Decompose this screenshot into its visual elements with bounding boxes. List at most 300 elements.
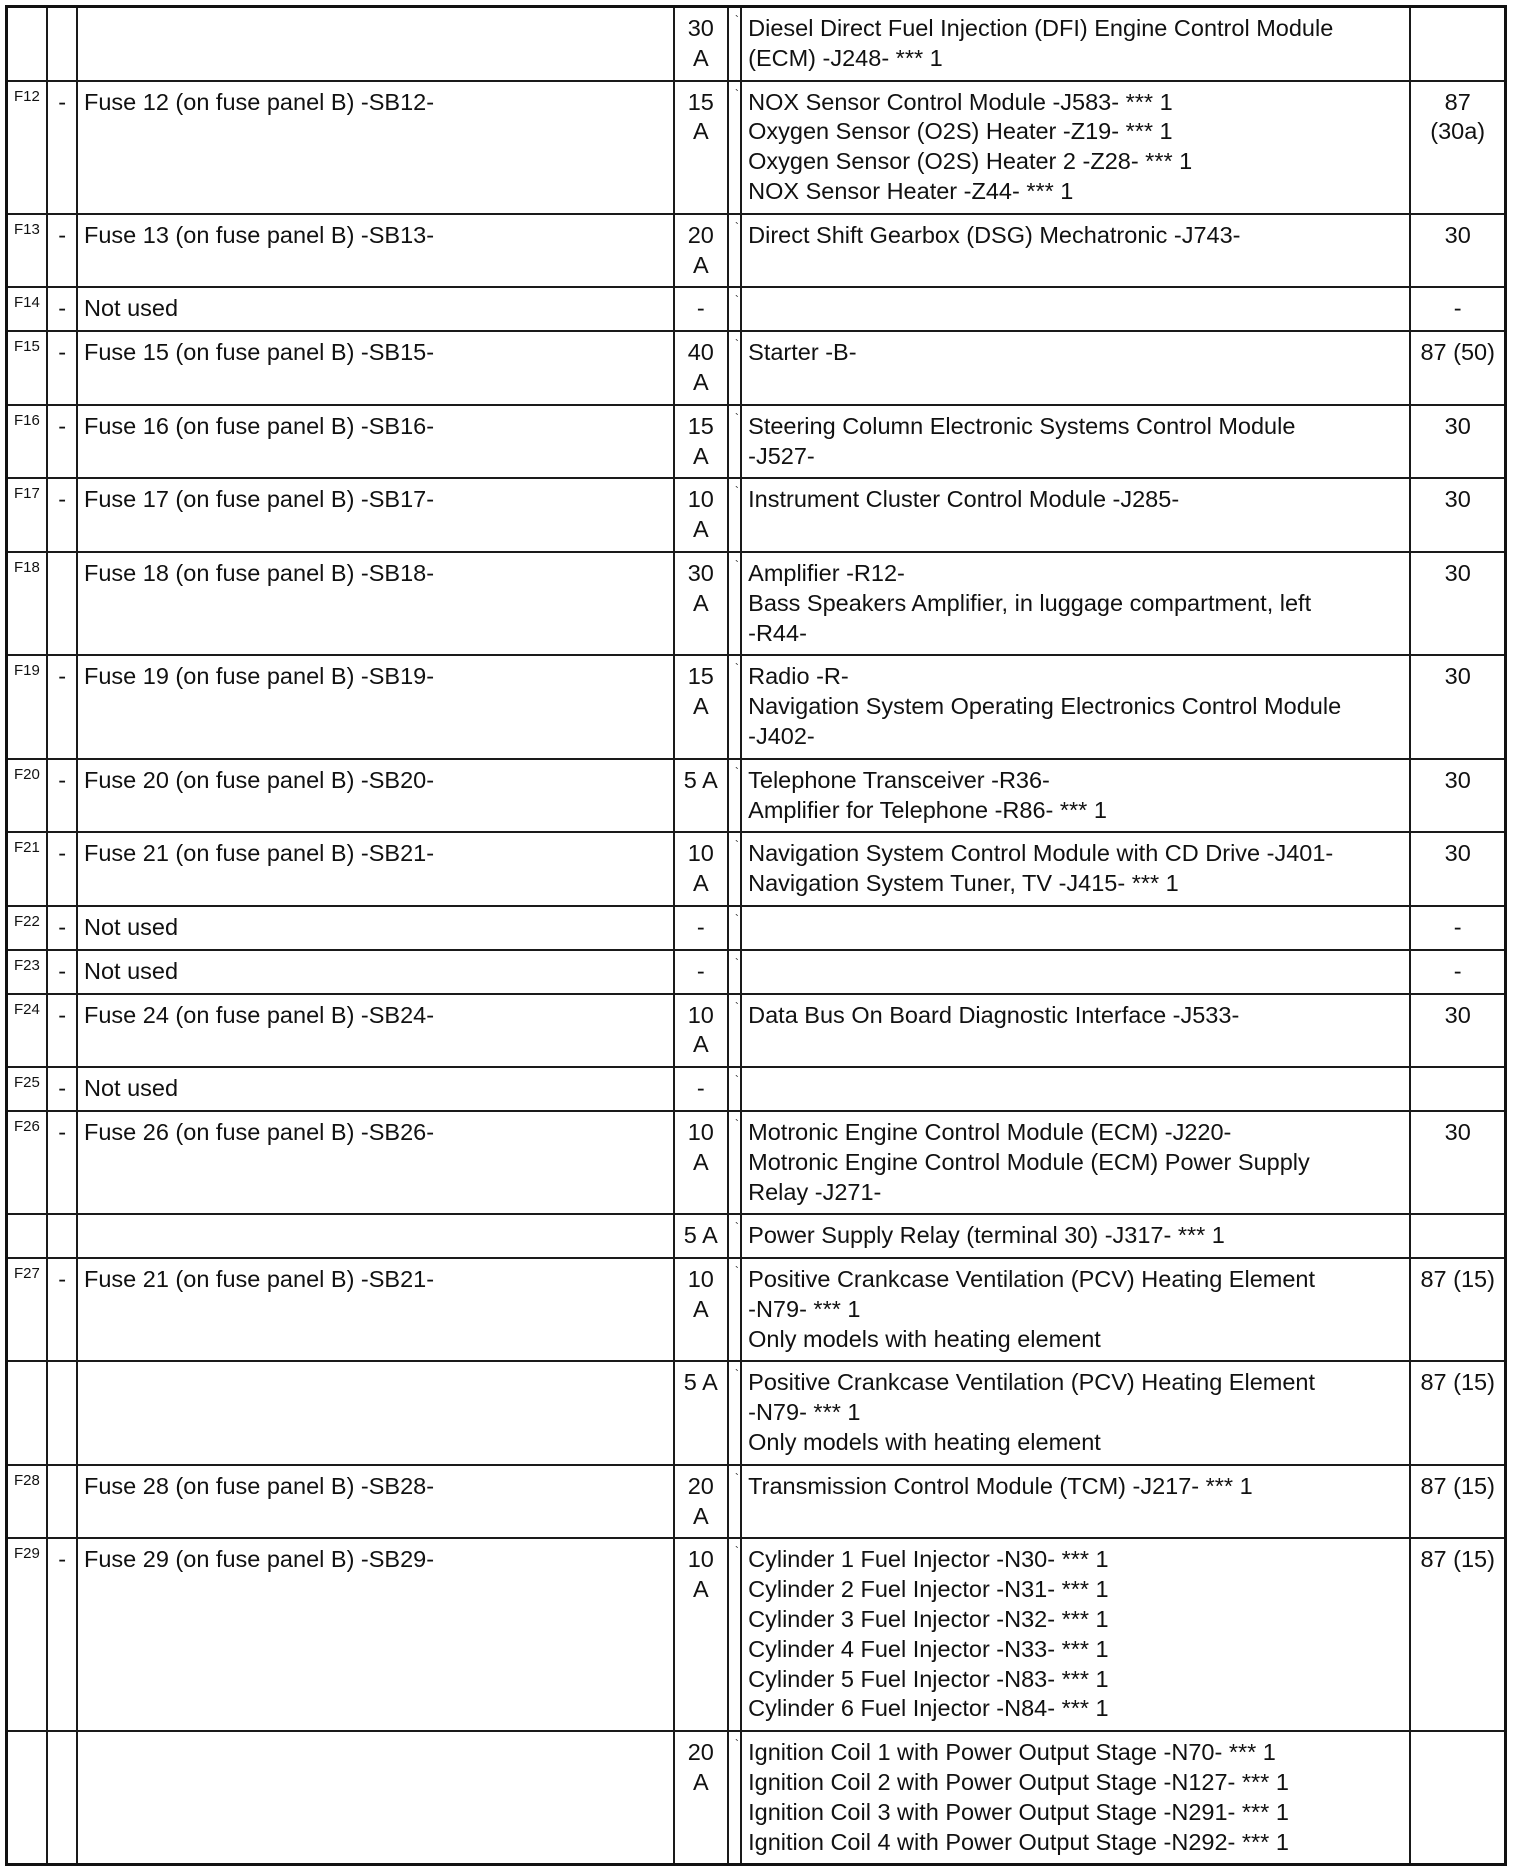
fuse-description-cell [77,1258,674,1361]
amperage-value: A [692,870,709,897]
fuse-id-cell [7,1258,48,1361]
amperage-value: A [692,516,709,543]
fuse-description-cell [77,655,674,758]
fuse-id-cell [7,950,48,994]
tick-cell [728,214,741,288]
amperage-value: 10 [687,1266,714,1293]
component-line: Transmission Control Module (TCM) -J217- *** 1 [748,1472,1253,1499]
dash-mark: - [58,88,67,115]
component-line: Steering Column Electronic Systems Control Module [748,412,1296,439]
tick-mark: ` [734,1264,739,1279]
tick-cell [728,950,741,994]
fuse-id-cell [7,1361,48,1464]
fuse-description-cell [77,1731,674,1865]
amperage-cell [674,1067,728,1111]
table-row [7,1731,1506,1865]
amperage-value: 5 A [683,766,718,793]
fuse-id: F15 [14,338,40,356]
tick-cell [728,287,741,331]
fuse-id: F18 [14,558,40,576]
amperage-cell [674,1258,728,1361]
dash-cell [47,1538,77,1731]
amperage-value: 5 A [683,1369,718,1396]
component-line: Cylinder 4 Fuel Injector -N33- *** 1 [748,1635,1109,1662]
table-row [7,331,1506,405]
terminal-cell [1410,950,1505,994]
component-line: -R44- [748,619,807,646]
tick-mark: ` [734,410,739,425]
components-cell [741,1731,1410,1865]
dash-cell [47,1731,77,1865]
fuse-description: Fuse 16 (on fuse panel B) -SB16- [83,412,435,439]
components-cell [741,405,1410,479]
component-line: Power Supply Relay (terminal 30) -J317- *** 1 [748,1222,1225,1249]
fuse-id-cell [7,1111,48,1214]
tick-mark: ` [734,337,739,352]
dash-mark: - [58,766,67,793]
fuse-id-cell [7,655,48,758]
dash-mark: - [58,957,67,984]
fuse-id: F22 [14,912,40,930]
component-line: Amplifier for Telephone -R86- *** 1 [748,796,1107,823]
terminal-cell [1410,331,1505,405]
fuse-id: F25 [14,1074,40,1092]
amperage-value: - [696,913,705,940]
amperage-cell [674,1111,728,1214]
dash-mark: - [58,1001,67,1028]
component-line: NOX Sensor Heater -Z44- *** 1 [748,177,1074,204]
amperage-cell [674,331,728,405]
components-cell [741,1067,1410,1111]
table-row [7,552,1506,655]
component-line: -J527- [748,442,815,469]
amperage-value: 10 [687,1118,714,1145]
component-line: -J402- [748,722,815,749]
terminal-cell [1410,7,1505,81]
fuse-description-cell [77,81,674,214]
component-line: Only models with heating element [748,1325,1101,1352]
component-line: Ignition Coil 3 with Power Output Stage -N291- *** 1 [748,1798,1289,1825]
fuse-description-cell [77,214,674,288]
component-line: Oxygen Sensor (O2S) Heater 2 -Z28- *** 1 [748,148,1193,175]
tick-mark: ` [734,661,739,676]
dash-cell [47,478,77,552]
fuse-table-body [7,7,1506,1865]
amperage-value: - [696,1075,705,1102]
components-cell [741,1538,1410,1731]
terminal-value: 87 (15) [1420,1472,1495,1499]
fuse-id: F28 [14,1471,40,1489]
dash-cell [47,1258,77,1361]
component-line: (ECM) -J248- *** 1 [748,44,943,71]
component-line: Motronic Engine Control Module (ECM) -J220- [748,1118,1232,1145]
amperage-value: A [692,1295,709,1322]
amperage-value: A [692,1031,709,1058]
amperage-value: A [692,368,709,395]
fuse-description-cell [77,1111,674,1214]
components-cell [741,1111,1410,1214]
terminal-value: 30 [1444,486,1471,513]
amperage-cell [674,1361,728,1464]
component-line: Data Bus On Board Diagnostic Interface -J533- [748,1001,1240,1028]
tick-mark: ` [734,1737,739,1752]
components-cell [741,1361,1410,1464]
dash-mark: - [58,486,67,513]
tick-mark: ` [734,1367,739,1382]
fuse-description: Fuse 21 (on fuse panel B) -SB21- [83,1266,435,1293]
terminal-cell [1410,478,1505,552]
tick-cell [728,1361,741,1464]
table-row [7,405,1506,479]
fuse-description: Not used [83,913,179,940]
fuse-id: F16 [14,411,40,429]
fuse-id-cell [7,405,48,479]
amperage-value: A [692,1502,709,1529]
fuse-description-cell [77,7,674,81]
fuse-id-cell [7,1465,48,1539]
dash-cell [47,832,77,906]
amperage-value: 15 [687,412,714,439]
terminal-cell [1410,287,1505,331]
component-line: Instrument Cluster Control Module -J285- [748,486,1180,513]
components-cell [741,759,1410,833]
terminal-value: 30 [1444,663,1471,690]
fuse-id-cell [7,994,48,1068]
fuse-description-cell [77,331,674,405]
terminal-value: 30 [1444,1001,1471,1028]
dash-cell [47,950,77,994]
fuse-description-cell [77,405,674,479]
fuse-description-cell [77,1214,674,1258]
tick-cell [728,81,741,214]
dash-cell [47,214,77,288]
terminal-value: 30 [1444,559,1471,586]
component-line: -N79- *** 1 [748,1295,861,1322]
amperage-value: A [692,118,709,145]
terminal-cell [1410,759,1505,833]
table-row [7,1258,1506,1361]
amperage-value: 10 [687,1546,714,1573]
fuse-id-cell [7,1538,48,1731]
dash-mark: - [58,295,67,322]
amperage-value: 40 [687,339,714,366]
dash-cell [47,81,77,214]
fuse-description: Fuse 15 (on fuse panel B) -SB15- [83,339,435,366]
fuse-description: Fuse 20 (on fuse panel B) -SB20- [83,766,435,793]
component-line: Diesel Direct Fuel Injection (DFI) Engine Control Module [748,15,1334,41]
fuse-description: Fuse 12 (on fuse panel B) -SB12- [83,88,435,115]
fuse-id-cell [7,1214,48,1258]
component-line: Cylinder 2 Fuel Injector -N31- *** 1 [748,1576,1109,1603]
fuse-id-cell [7,331,48,405]
tick-cell [728,1214,741,1258]
dash-cell [47,331,77,405]
tick-cell [728,759,741,833]
fuse-id: F29 [14,1545,40,1563]
dash-cell [47,287,77,331]
dash-cell [47,7,77,81]
component-line: Relay -J271- [748,1178,882,1205]
components-cell [741,1258,1410,1361]
tick-cell [728,1465,741,1539]
fuse-id-cell [7,81,48,214]
dash-cell [47,552,77,655]
tick-cell [728,478,741,552]
terminal-value: 87 [1444,88,1471,115]
table-row [7,906,1506,950]
tick-mark: ` [734,1116,739,1131]
component-line: Telephone Transceiver -R36- [748,766,1050,793]
component-line: Positive Crankcase Ventilation (PCV) Heating Element [748,1369,1316,1396]
fuse-description-cell [77,950,674,994]
terminal-cell [1410,832,1505,906]
amperage-cell [674,906,728,950]
amperage-cell [674,7,728,81]
fuse-description: Fuse 28 (on fuse panel B) -SB28- [83,1472,435,1499]
table-row [7,478,1506,552]
fuse-id: F27 [14,1265,40,1283]
fuse-id: F23 [14,956,40,974]
table-row [7,7,1506,81]
amperage-value: 30 [687,15,714,41]
amperage-cell [674,214,728,288]
tick-mark: ` [734,86,739,101]
tick-cell [728,994,741,1068]
fuse-description-cell [77,994,674,1068]
amperage-value: 15 [687,88,714,115]
table-row [7,759,1506,833]
tick-cell [728,655,741,758]
tick-mark: ` [734,1073,739,1088]
table-row [7,1465,1506,1539]
tick-cell [728,331,741,405]
dash-mark: - [58,1118,67,1145]
fuse-description-cell [77,832,674,906]
fuse-id: F20 [14,765,40,783]
table-row [7,1067,1506,1111]
component-line: Cylinder 1 Fuel Injector -N30- *** 1 [748,1546,1109,1573]
tick-cell [728,906,741,950]
component-line: Only models with heating element [748,1429,1101,1456]
amperage-value: A [692,1769,709,1796]
dash-mark: - [58,913,67,940]
amperage-cell [674,1465,728,1539]
amperage-value: 10 [687,1001,714,1028]
fuse-table [5,5,1507,1866]
fuse-description-cell [77,906,674,950]
amperage-cell [674,81,728,214]
components-cell [741,331,1410,405]
amperage-value: 20 [687,221,714,248]
fuse-description: Fuse 13 (on fuse panel B) -SB13- [83,221,435,248]
fuse-id: F12 [14,87,40,105]
fuse-id-cell [7,287,48,331]
tick-cell [728,832,741,906]
amperage-cell [674,405,728,479]
terminal-value: - [1453,295,1462,322]
amperage-value: 5 A [683,1222,718,1249]
component-line: Cylinder 3 Fuel Injector -N32- *** 1 [748,1606,1109,1633]
component-line: Ignition Coil 4 with Power Output Stage -N292- *** 1 [748,1828,1289,1855]
components-cell [741,7,1410,81]
amperage-cell [674,287,728,331]
fuse-id-cell [7,478,48,552]
component-line: Oxygen Sensor (O2S) Heater -Z19- *** 1 [748,118,1173,145]
dash-mark: - [58,412,67,439]
component-line: Direct Shift Gearbox (DSG) Mechatronic -J743- [748,221,1241,248]
tick-cell [728,1538,741,1731]
amperage-value: A [692,44,709,71]
amperage-cell [674,655,728,758]
components-cell [741,906,1410,950]
components-cell [741,1465,1410,1539]
tick-cell [728,1731,741,1865]
fuse-description: Fuse 18 (on fuse panel B) -SB18- [83,559,435,586]
tick-mark: ` [734,838,739,853]
table-row [7,655,1506,758]
terminal-value: 30 [1444,412,1471,439]
component-line: -N79- *** 1 [748,1399,861,1426]
fuse-description: Not used [83,957,179,984]
amperage-value: A [692,693,709,720]
fuse-id: F21 [14,839,40,857]
table-row [7,81,1506,214]
components-cell [741,1214,1410,1258]
table-row [7,1361,1506,1464]
terminal-cell [1410,1111,1505,1214]
fuse-description: Not used [83,295,179,322]
fuse-description-cell [77,552,674,655]
terminal-cell [1410,405,1505,479]
amperage-value: 20 [687,1472,714,1499]
terminal-cell [1410,214,1505,288]
tick-mark: ` [734,484,739,499]
fuse-description-cell [77,1465,674,1539]
amperage-cell [674,552,728,655]
component-line: Bass Speakers Amplifier, in luggage compartment, left [748,589,1312,616]
table-row [7,1214,1506,1258]
fuse-description-cell [77,287,674,331]
fuse-description-cell [77,1538,674,1731]
tick-mark: ` [734,293,739,308]
dash-cell [47,1067,77,1111]
terminal-value: 87 (15) [1420,1369,1495,1396]
amperage-value: - [696,295,705,322]
table-row [7,214,1506,288]
tick-mark: ` [734,764,739,779]
terminal-value: 30 [1444,221,1471,248]
components-cell [741,478,1410,552]
fuse-id-cell [7,906,48,950]
components-cell [741,655,1410,758]
amperage-value: A [692,251,709,278]
fuse-id: F17 [14,485,40,503]
terminal-value: - [1453,913,1462,940]
dash-cell [47,994,77,1068]
terminal-cell [1410,1731,1505,1865]
terminal-cell [1410,1538,1505,1731]
component-line: Radio -R- [748,663,849,690]
terminal-cell [1410,1361,1505,1464]
fuse-id-cell [7,832,48,906]
fuse-id: F26 [14,1117,40,1135]
components-cell [741,994,1410,1068]
dash-mark: - [58,663,67,690]
fuse-id-cell [7,1067,48,1111]
components-cell [741,552,1410,655]
fuse-description: Fuse 26 (on fuse panel B) -SB26- [83,1118,435,1145]
terminal-value: - [1453,957,1462,984]
component-line: Ignition Coil 1 with Power Output Stage -N70- *** 1 [748,1739,1276,1766]
terminal-value: (30a) [1430,118,1486,145]
tick-mark: ` [734,1470,739,1485]
fuse-description: Not used [83,1075,179,1102]
tick-mark: ` [734,1544,739,1559]
dash-mark: - [58,1546,67,1573]
component-line: Amplifier -R12- [748,559,905,586]
component-line: NOX Sensor Control Module -J583- *** 1 [748,88,1173,115]
dash-cell [47,1465,77,1539]
tick-cell [728,1258,741,1361]
tick-cell [728,1067,741,1111]
dash-mark: - [58,1266,67,1293]
table-row [7,1111,1506,1214]
fuse-id-cell [7,1731,48,1865]
component-line: Cylinder 6 Fuel Injector -N84- *** 1 [748,1695,1109,1722]
amperage-cell [674,478,728,552]
terminal-value: 30 [1444,766,1471,793]
terminal-cell [1410,994,1505,1068]
tick-cell [728,405,741,479]
fuse-description: Fuse 17 (on fuse panel B) -SB17- [83,486,435,513]
tick-mark: ` [734,557,739,572]
amperage-value: A [692,1148,709,1175]
terminal-cell [1410,552,1505,655]
terminal-value: 30 [1444,840,1471,867]
fuse-description: Fuse 21 (on fuse panel B) -SB21- [83,840,435,867]
dash-cell [47,1214,77,1258]
terminal-cell [1410,1067,1505,1111]
fuse-id-cell [7,214,48,288]
dash-mark: - [58,339,67,366]
component-line: Cylinder 5 Fuel Injector -N83- *** 1 [748,1665,1109,1692]
components-cell [741,81,1410,214]
amperage-value: 10 [687,486,714,513]
table-row [7,994,1506,1068]
amperage-cell [674,994,728,1068]
amperage-value: A [692,589,709,616]
amperage-value: 30 [687,559,714,586]
tick-mark: ` [734,219,739,234]
dash-mark: - [58,840,67,867]
tick-cell [728,1111,741,1214]
dash-cell [47,1111,77,1214]
terminal-value: 87 (50) [1420,339,1495,366]
fuse-description-cell [77,1067,674,1111]
amperage-cell [674,759,728,833]
component-line: Positive Crankcase Ventilation (PCV) Heating Element [748,1266,1316,1293]
amperage-value: - [696,957,705,984]
amperage-cell [674,1538,728,1731]
component-line: Navigation System Tuner, TV -J415- *** 1 [748,870,1179,897]
terminal-cell [1410,1214,1505,1258]
amperage-cell [674,1214,728,1258]
table-row [7,950,1506,994]
terminal-cell [1410,1465,1505,1539]
components-cell [741,950,1410,994]
dash-cell [47,759,77,833]
table-row [7,832,1506,906]
